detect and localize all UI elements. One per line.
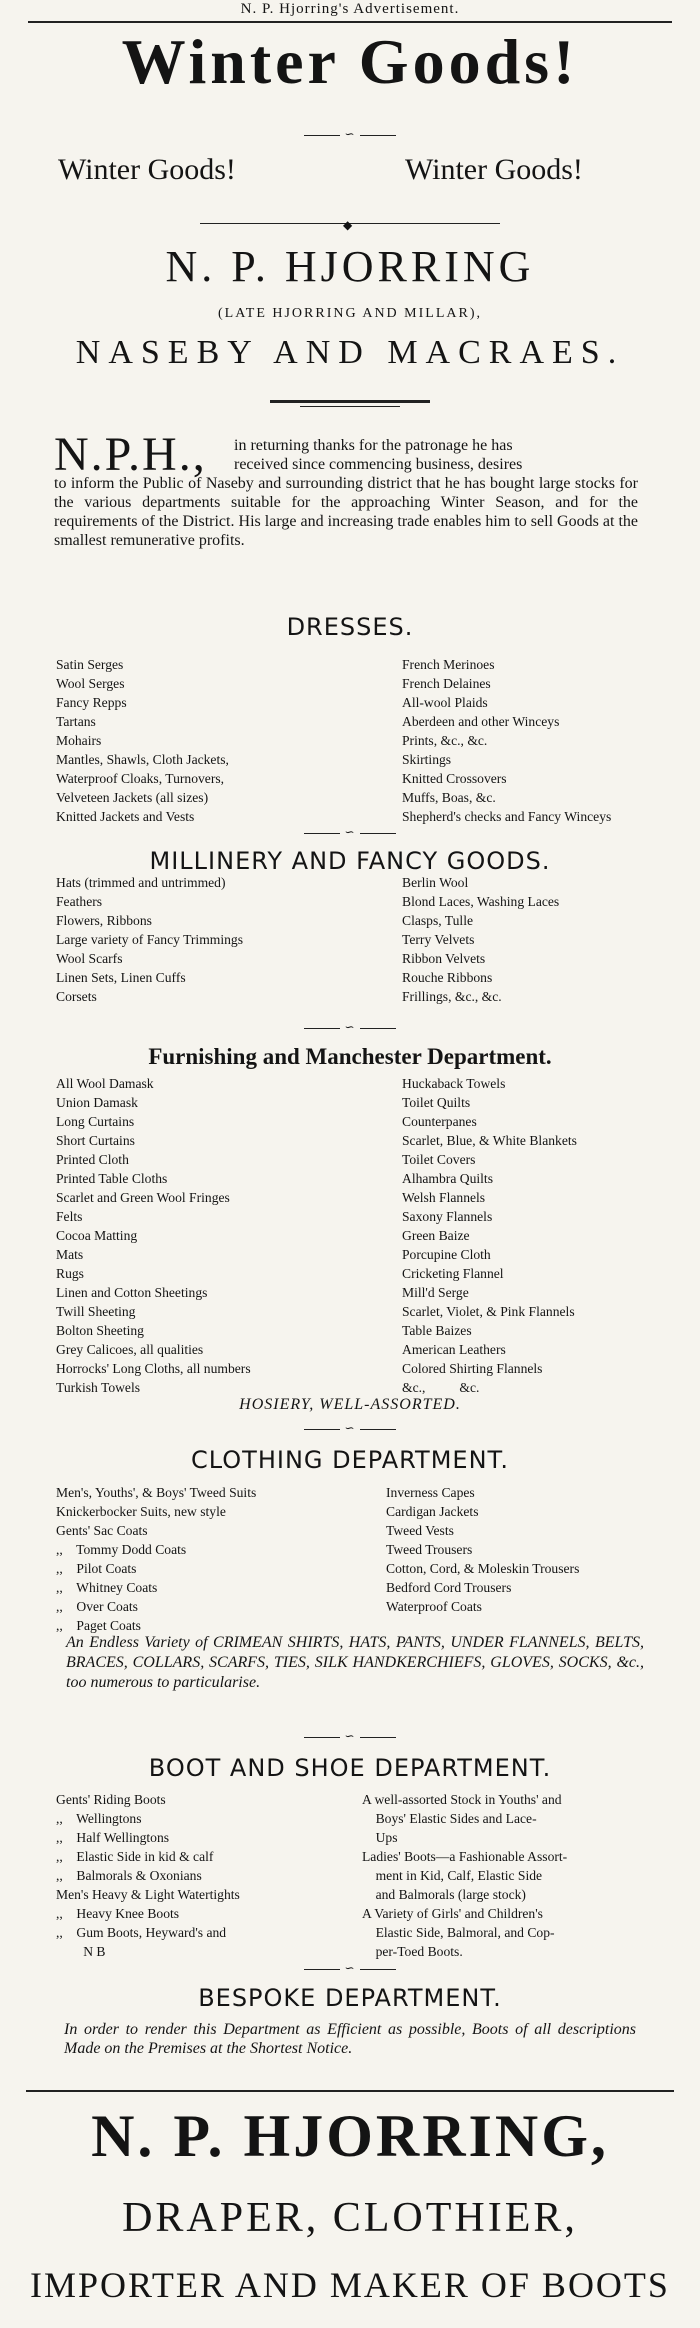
intro-paragraph: to inform the Public of Naseby and surrounding district that he has bought large stocks for the various departments suitable for the approaching Winter Season, and for the requirements of the District. His large and increasing trade enables him to sell Goods at the smallest remunerative profits. (54, 475, 638, 549)
list-item: Union Damask (56, 1095, 138, 1110)
thin-rule (300, 406, 400, 407)
footer-line-1: DRAPER, CLOTHIER, (122, 2195, 578, 2241)
list-item: All-wool Plaids (402, 695, 488, 710)
list-item: Mantles, Shawls, Cloth Jackets, (56, 752, 229, 767)
list-item: Mohairs (56, 733, 102, 748)
list-item: Ladies' Boots—a Fashionable Assort- (362, 1849, 568, 1864)
bespoke-title: BESPOKE DEPARTMENT. (198, 1984, 502, 2012)
intro-initials: N.P.H., (54, 428, 207, 481)
clothing-left-list (56, 1483, 256, 1635)
list-item: ,, Whitney Coats (56, 1580, 158, 1595)
list-item: Tweed Trousers (386, 1542, 473, 1557)
list-item: Prints, &c., &c. (402, 733, 488, 748)
firm-place: NASEBY AND MACRAES. (75, 334, 625, 371)
list-item: Satin Serges (56, 657, 124, 672)
boots-right-list (362, 1790, 567, 1961)
list-item: Short Curtains (56, 1133, 135, 1148)
list-item: Berlin Wool (402, 875, 469, 890)
list-item: Fancy Repps (56, 695, 127, 710)
millinery-left-list (56, 873, 243, 1006)
firm-name: N. P. HJORRING (165, 242, 535, 291)
list-item: Cotton, Cord, & Moleskin Trousers (386, 1561, 580, 1576)
list-item: Bolton Sheeting (56, 1323, 144, 1338)
boots-left-list (56, 1790, 240, 1961)
list-item: Scarlet, Violet, & Pink Flannels (402, 1304, 575, 1319)
list-item: ,, Half Wellingtons (56, 1830, 170, 1845)
list-item: Porcupine Cloth (402, 1247, 491, 1262)
list-item: and Balmorals (large stock) (362, 1887, 526, 1902)
thick-rule (270, 400, 430, 403)
list-item: Corsets (56, 989, 97, 1004)
list-item: ,, Gum Boots, Heyward's and (56, 1925, 227, 1940)
list-item: Elastic Side, Balmoral, and Cop- (362, 1925, 555, 1940)
list-item: Cardigan Jackets (386, 1504, 479, 1519)
list-item: Knitted Jackets and Vests (56, 809, 195, 824)
list-item: Felts (56, 1209, 83, 1224)
list-item: Linen and Cotton Sheetings (56, 1285, 208, 1300)
list-item: N B (56, 1944, 106, 1959)
ornament-divider: ∽ (0, 1021, 700, 1033)
list-item: Flowers, Ribbons (56, 913, 152, 928)
millinery-title: MILLINERY AND FANCY GOODS. (149, 847, 551, 875)
list-item: Toilet Quilts (402, 1095, 471, 1110)
list-item: Horrocks' Long Cloths, all numbers (56, 1361, 251, 1376)
list-item: Tweed Vests (386, 1523, 454, 1538)
list-item: Mill'd Serge (402, 1285, 469, 1300)
intro-line-2: received since commencing business, desires (234, 456, 523, 473)
list-item: Inverness Capes (386, 1485, 475, 1500)
ornament-divider: ∽ (0, 128, 700, 140)
list-item: Skirtings (402, 752, 452, 767)
list-item: Bedford Cord Trousers (386, 1580, 512, 1595)
list-item: Printed Cloth (56, 1152, 129, 1167)
dresses-title: DRESSES. (286, 613, 414, 641)
list-item: ,, Pilot Coats (56, 1561, 137, 1576)
list-item: A well-assorted Stock in Youths' and (362, 1792, 562, 1807)
list-item: Wool Serges (56, 676, 125, 691)
list-item: Shepherd's checks and Fancy Winceys (402, 809, 612, 824)
list-item: Clasps, Tulle (402, 913, 474, 928)
list-item: Counterpanes (402, 1114, 477, 1129)
list-item: Mats (56, 1247, 84, 1262)
ornament-divider: ∽ (0, 1730, 700, 1742)
sub-headline-left: Winter Goods! (58, 153, 236, 186)
ornament-divider: ∽ (0, 826, 700, 838)
list-item: Frillings, &c., &c. (402, 989, 502, 1004)
list-item: Rouche Ribbons (402, 970, 493, 985)
list-item: Men's, Youths', & Boys' Tweed Suits (56, 1485, 257, 1500)
millinery-right-list (402, 873, 559, 1006)
list-item: Feathers (56, 894, 103, 909)
list-item: Aberdeen and other Winceys (402, 714, 560, 729)
list-item: Twill Sheeting (56, 1304, 136, 1319)
list-item: Rugs (56, 1266, 84, 1281)
list-item: Large variety of Fancy Trimmings (56, 932, 244, 947)
list-item: Velveteen Jackets (all sizes) (56, 790, 209, 805)
list-item: Linen Sets, Linen Cuffs (56, 970, 186, 985)
list-item: Green Baize (402, 1228, 470, 1243)
list-item: Hats (trimmed and untrimmed) (56, 875, 226, 890)
dresses-left-list (56, 655, 229, 826)
list-item: Men's Heavy & Light Watertights (56, 1887, 240, 1902)
list-item: Cocoa Matting (56, 1228, 138, 1243)
list-item: American Leathers (402, 1342, 506, 1357)
list-item: Waterproof Cloaks, Turnovers, (56, 771, 225, 786)
list-item: French Merinoes (402, 657, 495, 672)
list-item: ,, Balmorals & Oxonians (56, 1868, 202, 1883)
ornament-divider: ∽ (0, 1422, 700, 1434)
list-item: Toilet Covers (402, 1152, 476, 1167)
list-item: &c., &c. (402, 1380, 480, 1395)
list-item: ,, Wellingtons (56, 1811, 142, 1826)
list-item: Welsh Flannels (402, 1190, 486, 1205)
list-item: Scarlet, Blue, & White Blankets (402, 1133, 577, 1148)
list-item: ,, Tommy Dodd Coats (56, 1542, 187, 1557)
footer-name: N. P. HJORRING, (91, 2103, 609, 2169)
list-item: Gents' Sac Coats (56, 1523, 148, 1538)
dresses-right-list (402, 655, 611, 826)
list-item: Table Baizes (402, 1323, 472, 1338)
furnishing-title: Furnishing and Manchester Department. (148, 1044, 552, 1069)
sub-headline-right: Winter Goods! (405, 153, 583, 186)
list-item: Wool Scarfs (56, 951, 123, 966)
list-item: Tartans (56, 714, 96, 729)
clothing-right-list (386, 1483, 579, 1616)
list-item: per-Toed Boots. (362, 1944, 463, 1959)
list-item: Colored Shirting Flannels (402, 1361, 543, 1376)
list-item: Gents' Riding Boots (56, 1792, 166, 1807)
list-item: Printed Table Cloths (56, 1171, 168, 1186)
list-item: Scarlet and Green Wool Fringes (56, 1190, 230, 1205)
headline: Winter Goods! (121, 26, 579, 97)
list-item: Knickerbocker Suits, new style (56, 1504, 226, 1519)
list-item: Alhambra Quilts (402, 1171, 493, 1186)
list-item: Muffs, Boas, &c. (402, 790, 496, 805)
bespoke-text: In order to render this Department as Efficient as possible, Boots of all descriptions Made on the Premises at the Shortest Notice. (64, 2021, 636, 2057)
list-item: Terry Velvets (402, 932, 475, 947)
running-header: N. P. Hjorring's Advertisement. (240, 1, 460, 17)
list-item: Saxony Flannels (402, 1209, 493, 1224)
list-item: Knitted Crossovers (402, 771, 507, 786)
furnishing-right-list (402, 1074, 577, 1397)
list-item: All Wool Damask (56, 1076, 154, 1091)
firm-late: (LATE HJORRING AND MILLAR), (218, 306, 482, 321)
list-item: Ups (362, 1830, 398, 1845)
clothing-title: CLOTHING DEPARTMENT. (191, 1446, 509, 1474)
list-item: ,, Over Coats (56, 1599, 138, 1614)
list-item: Ribbon Velvets (402, 951, 486, 966)
list-item: Huckaback Towels (402, 1076, 506, 1091)
furnishing-left-list (56, 1074, 251, 1397)
clothing-variety: An Endless Variety of CRIMEAN SHIRTS, HATS, PANTS, UNDER FLANNELS, BELTS, BRACES, COLLARS, SCARFS, TIES, SILK HANDKERCHIEFS, GLOVES, SOCKS, &c., too numerous to particularise. (66, 1634, 644, 1691)
list-item: ,, Heavy Knee Boots (56, 1906, 180, 1921)
list-item: Blond Laces, Washing Laces (402, 894, 560, 909)
list-item: ment in Kid, Calf, Elastic Side (362, 1868, 543, 1883)
list-item: Cricketing Flannel (402, 1266, 504, 1281)
footer-line-2: IMPORTER AND MAKER OF BOOTS (30, 2265, 670, 2305)
ornament-divider: ∽ (0, 1962, 700, 1974)
list-item: Waterproof Coats (386, 1599, 482, 1614)
diamond-ornament: ◆ (343, 218, 353, 232)
list-item: Long Curtains (56, 1114, 135, 1129)
list-item: ,, Elastic Side in kid & calf (56, 1849, 214, 1864)
list-item: A Variety of Girls' and Children's (362, 1906, 543, 1921)
boots-title: BOOT AND SHOE DEPARTMENT. (148, 1754, 552, 1782)
list-item: ,, Paget Coats (56, 1618, 141, 1633)
list-item: French Delaines (402, 676, 491, 691)
list-item: Boys' Elastic Sides and Lace- (362, 1811, 537, 1826)
list-item: Turkish Towels (56, 1380, 141, 1395)
hosiery-note: HOSIERY, WELL-ASSORTED. (239, 1396, 461, 1413)
intro-line-1: in returning thanks for the patronage he has (234, 437, 513, 454)
list-item: Grey Calicoes, all qualities (56, 1342, 204, 1357)
footer-rule (26, 2090, 674, 2092)
